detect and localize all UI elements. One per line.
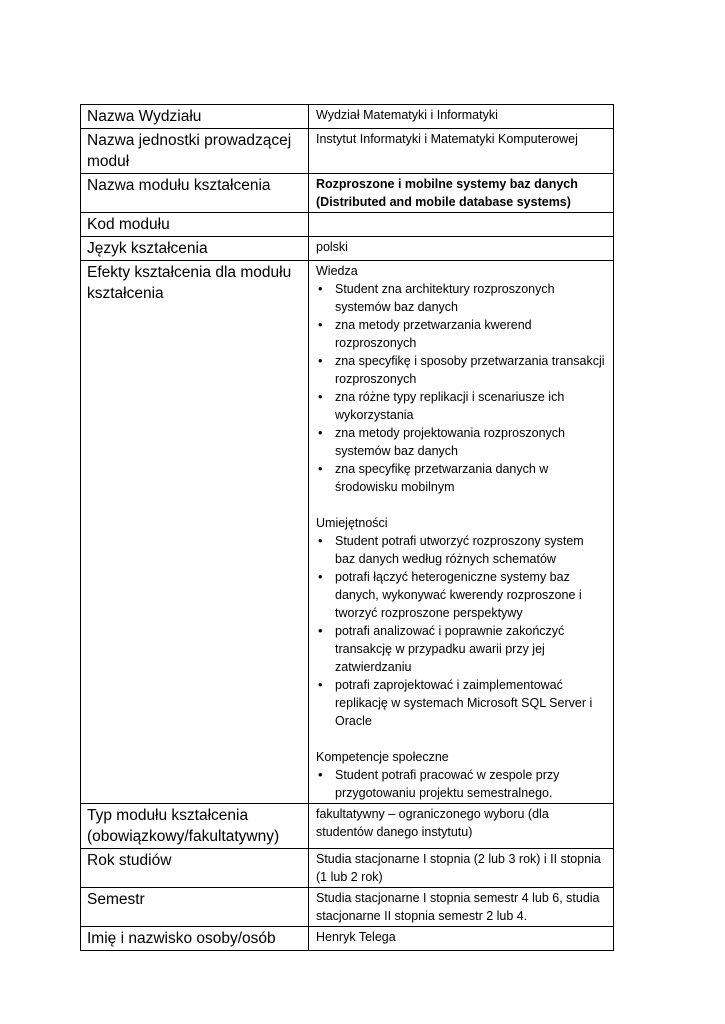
social-competences-list <box>316 766 607 802</box>
language-value: polski <box>309 237 614 261</box>
list-item: • potrafi zaprojektować i zaimplementować replikację w systemach Microsoft SQL Server i Oracle <box>316 676 607 730</box>
social-competences-heading: Kompetencje społeczne <box>316 750 449 764</box>
list-item: • potrafi analizować i poprawnie zakończyć transakcję w przypadku awarii przy jej zatwierdzaniu <box>316 622 607 676</box>
table-row-learning-outcomes <box>81 261 614 804</box>
study-year-label: Rok studiów <box>81 849 309 888</box>
table-row-module-code <box>81 213 614 237</box>
spacer <box>316 730 607 748</box>
table-row-language <box>81 237 614 261</box>
module-name-value: Rozproszone i mobilne systemy baz danych (Distributed and mobile database systems) <box>309 174 614 213</box>
table-row-instructor <box>81 927 614 951</box>
list-item: • zna specyfikę przetwarzania danych w środowisku mobilnym <box>316 460 607 496</box>
learning-outcomes-value <box>309 261 614 804</box>
list-item: • Student zna architektury rozproszonych systemów baz danych <box>316 280 607 316</box>
faculty-value: Wydział Matematyki i Informatyki <box>309 105 614 129</box>
skills-heading: Umiejętności <box>316 516 388 530</box>
list-item: • zna metody projektowania rozproszonych systemów baz danych <box>316 424 607 460</box>
faculty-label: Nazwa Wydziału <box>81 105 309 129</box>
learning-outcomes-label: Efekty kształcenia dla modułu kształcenia <box>81 261 309 804</box>
spacer <box>316 496 607 514</box>
table-row-study-year <box>81 849 614 888</box>
instructor-label: Imię i nazwisko osoby/osób <box>81 927 309 951</box>
table-row-unit <box>81 129 614 174</box>
knowledge-list <box>316 280 607 496</box>
list-item: • Student potrafi utworzyć rozproszony system baz danych według różnych schematów <box>316 532 607 568</box>
list-item: • potrafi łączyć heterogeniczne systemy baz danych, wykonywać kwerendy rozproszone i tworzyć rozproszone perspektywy <box>316 568 607 622</box>
module-description-table <box>80 104 614 951</box>
unit-label: Nazwa jednostki prowadzącej moduł <box>81 129 309 174</box>
unit-value: Instytut Informatyki i Matematyki Komputerowej <box>309 129 614 174</box>
table-row-faculty <box>81 105 614 129</box>
module-type-label: Typ modułu kształcenia (obowiązkowy/fakultatywny) <box>81 804 309 849</box>
table-row-module-name <box>81 174 614 213</box>
semester-label: Semestr <box>81 888 309 927</box>
knowledge-heading: Wiedza <box>316 264 358 278</box>
list-item: • zna różne typy replikacji i scenariusze ich wykorzystania <box>316 388 607 424</box>
module-code-value <box>309 213 614 237</box>
module-code-label: Kod modułu <box>81 213 309 237</box>
table-row-semester <box>81 888 614 927</box>
semester-value: Studia stacjonarne I stopnia semestr 4 lub 6, studia stacjonarne II stopnia semestr 2 lub 4. <box>309 888 614 927</box>
study-year-value: Studia stacjonarne I stopnia (2 lub 3 rok) i II stopnia (1 lub 2 rok) <box>309 849 614 888</box>
module-type-value: fakultatywny – ograniczonego wyboru (dla studentów danego instytutu) <box>309 804 614 849</box>
list-item: • zna metody przetwarzania kwerend rozproszonych <box>316 316 607 352</box>
module-name-label: Nazwa modułu kształcenia <box>81 174 309 213</box>
list-item: • Student potrafi pracować w zespole przy przygotowaniu projektu semestralnego. <box>316 766 607 802</box>
instructor-value: Henryk Telega <box>309 927 614 951</box>
language-label: Język kształcenia <box>81 237 309 261</box>
table-row-module-type <box>81 804 614 849</box>
skills-list <box>316 532 607 730</box>
list-item: • zna specyfikę i sposoby przetwarzania transakcji rozproszonych <box>316 352 607 388</box>
